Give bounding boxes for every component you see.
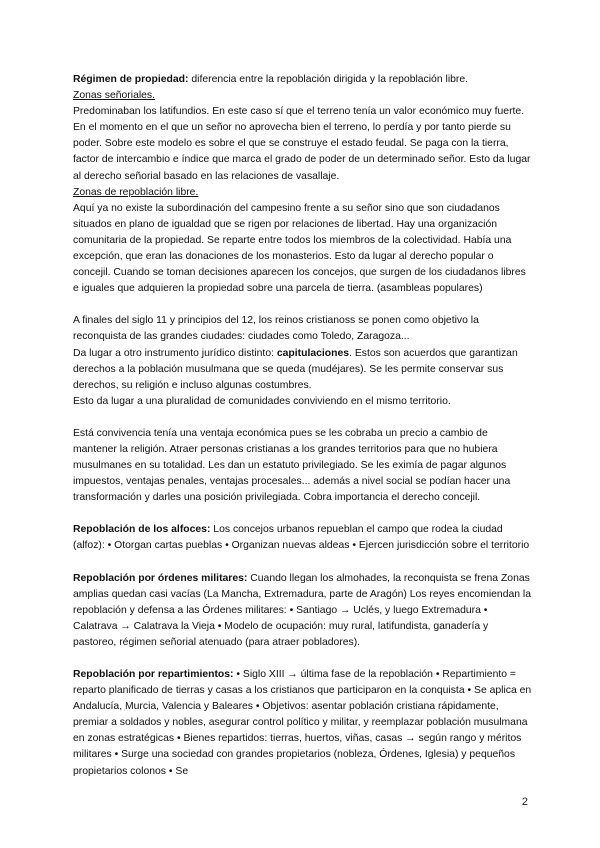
regimen-text: diferencia entre la repoblación dirigida y la repoblación libre. <box>188 74 469 85</box>
repartimientos-label: Repoblación por repartimientos: <box>73 669 234 680</box>
convivencia-paragraph: Está convivencia tenía una ventaja económica pues se les cobraba un precio a cambio de mantener la religión. Atraer personas cristianas a los grandes territorios para que no hubiera musulmanes en su totalidad. Les dan un estatuto privilegiado. Se les eximía de pagar algunos impuestos, ventajas penales, ventajas procesales... además a nivel social se podían hacer una transformación y darles una posición privilegiada. Cobra importancia el derecho concejil. <box>73 427 511 504</box>
regimen-paragraph <box>73 72 533 88</box>
alfoces-paragraph <box>73 522 533 554</box>
repartimientos-text: • Siglo XIII → última fase de la repoblación • Repartimiento = reparto planificado de tierras y casas a los cristianos que participaron en la conquista • Se aplica en Andalucía, Murcia, Valencia y Baleares • Objetivos: asentar población cristiana rápidamente, premiar a soldados y nobles, asegurar control político y militar, y reemplazar población musulmana en zonas estratégicas • Bienes repartidos: tierras, huertos, viñas, casas → según rango y méritos militares • Surge una sociedad con grandes propietarios (nobleza, Órdenes, Iglesia) y pequeños propietarios colonos • Se <box>73 669 532 777</box>
capitulaciones-rest: . Estos son acuerdos que garantizan derechos a la población musulmana que se queda (mudéjares). Se les permite conservar sus derechos, su religión e incluso algunas costumbres. <box>73 347 518 391</box>
capitulaciones-paragraph <box>73 346 533 394</box>
libre-heading: Zonas de repoblación libre. <box>73 186 199 198</box>
ordenes-text: Cuando llegan los almohades, la reconquista se frena Zonas amplias quedan casi vacías (La Mancha, Extremadura, parte de Aragón) Los reyes encomiendan la repoblación y defensa a las Órdenes militares: • Santiago → Uclés, y luego Extremadura • Calatrava → Calatrava la Vieja • Modelo de ocupación: muy rural, latifundista, ganadería y pastoreo, régimen señorial atenuado (para atraer pobladores). <box>73 572 532 648</box>
alfoces-text: Los concejos urbanos repueblan el campo que rodea la ciudad (alfoz): • Otorgan cartas pueblas • Organizan nuevas aldeas • Ejercen jurisdicción sobre el territorio <box>73 524 530 552</box>
capitulaciones-intro: A finales del siglo 11 y principios del 12, los reinos cristianoss se ponen como objetivo la reconquista de las grandes ciudades: ciudades como Toledo, Zaragoza... <box>73 315 479 343</box>
page-content <box>73 72 533 780</box>
alfoces-label: Repoblación de los alfoces: <box>73 524 211 536</box>
page-number: 2 <box>521 796 528 808</box>
capitulaciones-outro: Esto da lugar a una pluralidad de comunidades conviviendo en el mismo territorio. <box>73 395 451 407</box>
ordenes-paragraph <box>73 571 533 651</box>
senoriales-heading: Zonas señoriales. <box>73 90 156 102</box>
repartimientos-paragraph <box>73 667 533 780</box>
capitulaciones-term: capitulaciones <box>276 347 350 359</box>
ordenes-label: Repoblación por órdenes militares: <box>73 572 248 584</box>
libre-paragraph: Aquí ya no existe la subordinación del campesino frente a su señor sino que son ciudadanos situados en plano de igualdad que se rigen por relaciones de libertad. Hay una organización comunitaria de la propiedad. Se reparte entre todos los miembros de la colectividad. Había una excepción, que eran las donaciones de los monasterios. Esto da lugar al derecho popular o concejil. Cuando se toman decisiones aparecen los concejos, que surgen de los ciudadanos libres e iguales que adquieren la propiedad sobre una parcela de tierra. (asambleas populares) <box>73 202 526 295</box>
senoriales-paragraph: Predominaban los latifundios. En este caso sí que el terreno tenía un valor económico muy fuerte. En el momento en el que un señor no aprovecha bien el terreno, lo perdía y por tanto pierde su poder. Sobre este modelo es sobre el que se construye el estado feudal. Se paga con la tierra, factor de intercambio e índice que marca el grado de poder de un determinado señor. Esto da lugar al derecho señorial basado en las relaciones de vasallaje. <box>73 106 531 182</box>
regimen-label: Régimen de propiedad: <box>73 74 189 85</box>
capitulaciones-lead: Da lugar a otro instrumento jurídico distinto: <box>73 347 277 359</box>
